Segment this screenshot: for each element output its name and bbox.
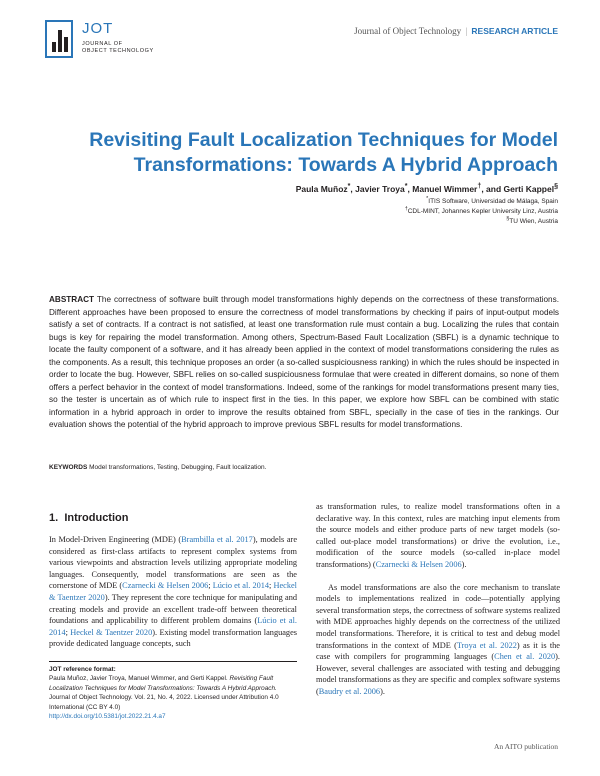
- author-affil-mark: *: [404, 182, 408, 190]
- citation-link[interactable]: Lúcio et al. 2014: [212, 581, 270, 591]
- citation-link[interactable]: Brambilla et al. 2017: [181, 535, 253, 544]
- body-column-left: In Model-Driven Engineering (MDE) (Brambilla et al. 2017), models are considered as first-class artifacts to represent complex systems from various viewpoints and abstraction levels utilizing appropriate modeling languages. Consequently, model transformations are seen as the cornerstone of MDE (Czarnecki & Helsen 2006; Lúcio et al. 2014; Heckel & Taentzer 2020). They represent the core technique for manipulating and creating models and provide an excellent trade-off between theoretical foundations and applicability to different problem domains (Lúcio et al. 2014; Heckel & Taentzer 2020). Existing model transformation languages provide dedicated language concepts, such: [49, 535, 297, 649]
- citation-link[interactable]: Czarnecki & Helsen 2006: [375, 559, 462, 569]
- abstract-text: The correctness of software built through model transformations highly depends on the correctness of these transformations. Different approaches have been proposed to ensure the correctness of model transformations by checking if pairs of input-output models satisfy a set of contracts. If a contract is not satisfied, at least one transformation rule must contain a bug. Localizing the rules that contain bugs is key for repairing the model transformation. Among others, Spectrum-Based Fault Localization (SBFL) is a dynamic technique to locate the faulty component of a software, and it has already been applied in the context of model transformations considering the rules as the components. As a result, this technique proposes an order (a so-called suspiciousness ranking) in which the rules should be inspected in order to locate the bug. However, SBFL relies on so-called suspiciousness formulae that were created in different domains, so none of them offers a perfect behavior in the context of model transformations. Indeed, some of the rankings for model transformations present many ties, so the tester is uncertain as of which rule to inspect first in the ties. In this paper, we explore how SBFL can be combined with static information in a hybrid approach in order to improve the results obtained from SBFL, specially in the case of ties in the rankings. Our evaluation shows the potential of the hybrid approach to improve previous SBFL results for model transformations.: [49, 295, 559, 429]
- author-affil-mark: *: [347, 182, 351, 190]
- author-name: Manuel Wimmer: [412, 183, 478, 194]
- publisher-footer: An AITO publication: [493, 742, 558, 751]
- author-affil-mark: §: [554, 182, 558, 190]
- logo-subtitle-line2: OBJECT TECHNOLOGY: [82, 48, 154, 54]
- keywords-text: Model transformations, Testing, Debugging, Fault localization.: [89, 464, 267, 471]
- reference-authors: Paula Muñoz, Javier Troya, Manuel Wimmer, and Gerti Kappel.: [49, 675, 228, 683]
- citation-link[interactable]: Troya et al. 2022: [456, 640, 517, 650]
- journal-logo: [45, 20, 165, 62]
- reference-format: [49, 665, 297, 721]
- reference-divider: [49, 661, 297, 662]
- logo-name: JOT: [82, 20, 114, 37]
- author-list: Paula Muñoz*, Javier Troya*, Manuel Wimmer†, and Gerti Kappel§: [295, 182, 558, 194]
- author-affil-mark: †: [477, 182, 482, 190]
- paragraph: as transformation rules, to realize model transformations often in a declarative way. In this context, rules are matching input elements from the source models and either produce parts of new target models (so-called out-place model transformations) or drive the evolution, i.e., modification of the source models (so-called in-place model transformations) (Czarnecki & Helsen 2006).: [316, 502, 560, 569]
- affiliation: †CDL-MINT, Johannes Kepler University Linz, Austria: [404, 206, 558, 216]
- section-heading: 1. Introduction: [49, 512, 129, 524]
- body-column-right: [316, 501, 560, 709]
- author-name: and Gerti Kappel: [486, 183, 555, 194]
- affiliation: §TU Wien, Austria: [506, 216, 558, 226]
- citation-link[interactable]: Heckel & Taentzer 2020: [70, 627, 153, 637]
- reference-title: Revisiting Fault Localization Techniques for Model Transformations: Towards A Hybrid Approach.: [49, 675, 277, 692]
- citation-link[interactable]: Lúcio et al. 2014: [49, 616, 297, 637]
- abstract-label: ABSTRACT: [49, 295, 95, 304]
- title-line-1: Revisiting Fault Localization Techniques for Model: [89, 129, 558, 151]
- logo-subtitle-line1: JOURNAL OF: [82, 41, 123, 47]
- keywords-label: KEYWORDS: [49, 464, 88, 471]
- citation-link[interactable]: Czarnecki & Helsen 2006: [122, 581, 209, 591]
- citation-link[interactable]: Chen et al. 2020: [494, 652, 556, 662]
- reference-heading: JOT reference format:: [49, 666, 116, 673]
- affiliation: *ITIS Software, Universidad de Málaga, Spain: [426, 196, 558, 206]
- running-header: [354, 26, 558, 36]
- reference-venue: Journal of Object Technology. Vol. 21, No. 4, 2022. Licensed under Attribution 4.0 International (CC BY 4.0): [49, 694, 279, 711]
- paragraph: As model transformations are also the core mechanism to translate models to implementations realized in code—potentially applying several transformation steps, the correctness of software systems realized with MDE approaches highly depends on the correctness of the utilized model transformations. Therefore, it is critical to test and debug model transformations in the context of MDE (Troya et al. 2022) as it is the case with compilers for programming languages (Chen et al. 2020). However, several challenges are associated with testing and debugging model transformations as they are specific and complex software systems (Baudry et al. 2006).: [316, 582, 560, 696]
- header-journal-name: Journal of Object Technology: [354, 26, 462, 36]
- header-article-type: RESEARCH ARTICLE: [471, 26, 558, 36]
- logo-bar-chart-icon: [45, 20, 73, 58]
- abstract: [49, 294, 559, 432]
- paper-title: [38, 128, 558, 178]
- author-name: Paula Muñoz: [295, 183, 348, 194]
- citation-link[interactable]: Baudry et al. 2006: [318, 686, 381, 696]
- title-line-2: Transformations: Towards A Hybrid Approach: [133, 154, 558, 176]
- doi-link[interactable]: http://dx.doi.org/10.5381/jot.2022.21.4.a7: [49, 713, 166, 721]
- keywords: [49, 464, 559, 471]
- header-separator: |: [465, 26, 468, 36]
- author-name: Javier Troya: [355, 183, 405, 194]
- citation-link[interactable]: Heckel & Taentzer 2020: [49, 581, 297, 602]
